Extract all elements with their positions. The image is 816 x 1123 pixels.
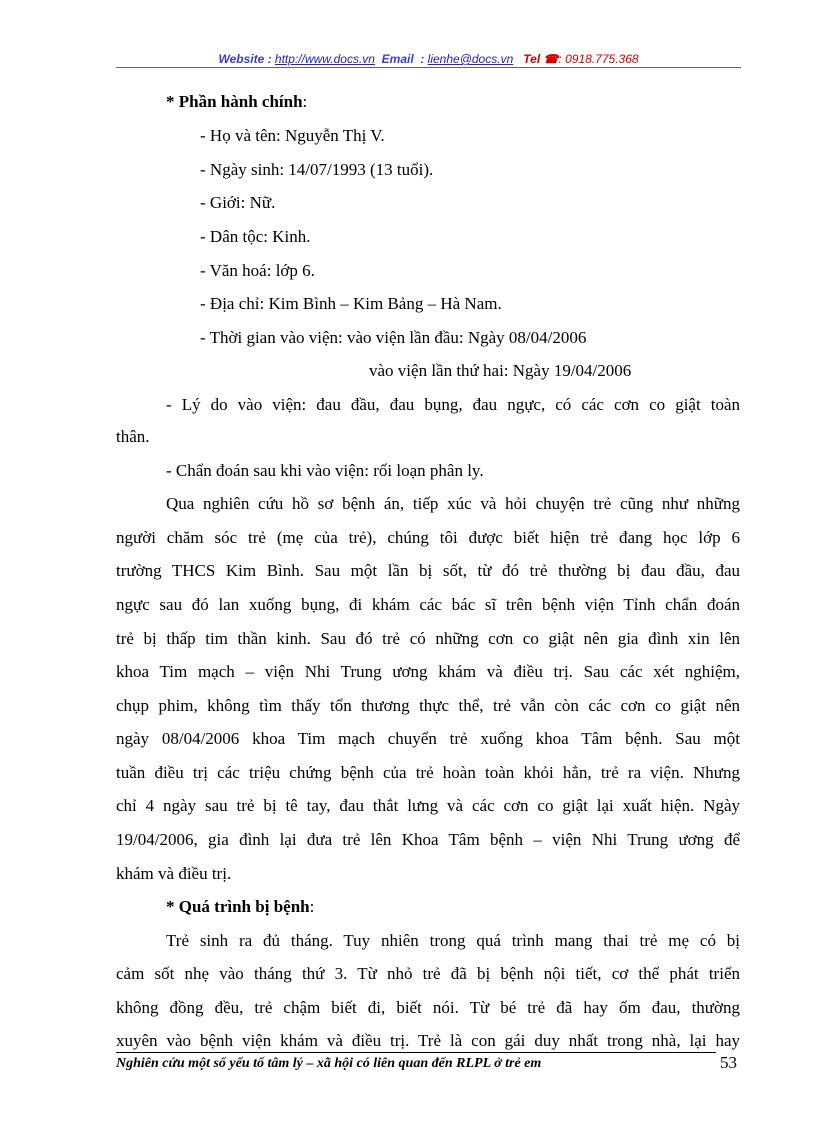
reason-line: - Lý do vào viện: đau đầu, đau bụng, đau ngực, có các cơn co giật toàn bbox=[166, 395, 740, 414]
info-address: - Địa chỉ: Kim Bình – Kim Bảng – Hà Nam. bbox=[200, 294, 502, 313]
paragraph-line: khoa Tim mạch – viện Nhi Trung ương khám và điều trị. Sau các xét nghiệm, bbox=[116, 662, 740, 681]
info-birthdate: - Ngày sinh: 14/07/1993 (13 tuổi). bbox=[200, 160, 434, 179]
paragraph-line: trẻ bị thấp tim thần kinh. Sau đó trẻ có những cơn co giật nên gia đình xin lên bbox=[116, 629, 740, 648]
info-ethnicity: - Dân tộc: Kinh. bbox=[200, 227, 311, 246]
website-label: Website : bbox=[218, 52, 272, 66]
email-link[interactable]: lienhe@docs.vn bbox=[427, 52, 514, 66]
email-label: Email bbox=[381, 52, 414, 66]
info-gender: - Giới: Nữ. bbox=[200, 193, 276, 212]
website-link[interactable]: http://www.docs.vn bbox=[274, 52, 375, 66]
paragraph-line: người chăm sóc trẻ (mẹ của trẻ), chúng tôi được biết hiện trẻ đang học lớp 6 bbox=[116, 528, 740, 547]
reason-line-cont: thân. bbox=[116, 427, 150, 446]
paragraph-line: xuyên vào bệnh viện khám và điều trị. Trẻ là con gái duy nhất trong nhà, lại hay bbox=[116, 1031, 740, 1050]
diagnosis-line: - Chẩn đoán sau khi vào viện: rối loạn phân ly. bbox=[166, 461, 484, 480]
tel-label: Tel bbox=[523, 52, 541, 66]
paragraph-line: không đồng đều, trẻ chậm biết đi, biết nói. Từ bé trẻ đã hay ốm đau, thường bbox=[116, 998, 740, 1017]
section-heading-administrative: * Phần hành chính: bbox=[166, 92, 308, 111]
paragraph-line: Trẻ sinh ra đủ tháng. Tuy nhiên trong quá trình mang thai trẻ mẹ có bị bbox=[166, 931, 740, 950]
paragraph-line: ngày 08/04/2006 khoa Tim mạch chuyển trẻ xuống khoa Tâm bệnh. Sau một bbox=[116, 729, 740, 748]
paragraph-line: cảm sốt nhẹ vào tháng thứ 3. Từ nhỏ trẻ đã bị bệnh nội tiết, cơ thể phát triển bbox=[116, 964, 740, 983]
footer-title: Nghiên cứu một số yếu tố tâm lý – xã hội có liên quan đến RLPL ở trẻ em bbox=[116, 1056, 542, 1071]
email-separator: : bbox=[420, 52, 425, 66]
paragraph-line: 19/04/2006, gia đình lại đưa trẻ lên Khoa Tâm bệnh – viện Nhi Trung ương để bbox=[116, 830, 740, 849]
paragraph-line: Qua nghiên cứu hồ sơ bệnh án, tiếp xúc và hỏi chuyện trẻ cũng như những bbox=[166, 494, 740, 513]
info-admission-first: - Thời gian vào viện: vào viện lần đầu: Ngày 08/04/2006 bbox=[200, 328, 587, 347]
page-number: 53 bbox=[720, 1053, 737, 1072]
paragraph-line: khám và điều trị. bbox=[116, 864, 232, 883]
info-name: - Họ và tên: Nguyễn Thị V. bbox=[200, 126, 385, 145]
paragraph-line: ngực sau đó lan xuống bụng, đi khám các bác sĩ trên bệnh viện Tỉnh chẩn đoán bbox=[116, 595, 740, 614]
phone-icon: ☎ bbox=[543, 52, 559, 66]
paragraph-line: trường THCS Kim Bình. Sau một lần bị sốt, từ đó trẻ thường bị đau đầu, đau bbox=[116, 561, 740, 580]
footer-divider bbox=[116, 1052, 716, 1053]
paragraph-line: tuần điều trị các triệu chứng bệnh của trẻ hoàn toàn khỏi hẳn, trẻ ra viện. Nhưng bbox=[116, 763, 740, 782]
info-admission-second: vào viện lần thứ hai: Ngày 19/04/2006 bbox=[369, 361, 632, 380]
header-divider bbox=[116, 67, 741, 68]
info-education: - Văn hoá: lớp 6. bbox=[200, 261, 315, 280]
tel-value: : 0918.775.368 bbox=[558, 52, 639, 66]
paragraph-line: chụp phim, không tìm thấy tổn thương thực thể, trẻ vẫn còn các cơn co giật nên bbox=[116, 696, 740, 715]
section-heading-illness-history: * Quá trình bị bệnh: bbox=[166, 897, 315, 916]
paragraph-line: chỉ 4 ngày sau trẻ bị tê tay, đau thắt lưng và các cơn co giật lại xuất hiện. Ngày bbox=[116, 796, 740, 815]
